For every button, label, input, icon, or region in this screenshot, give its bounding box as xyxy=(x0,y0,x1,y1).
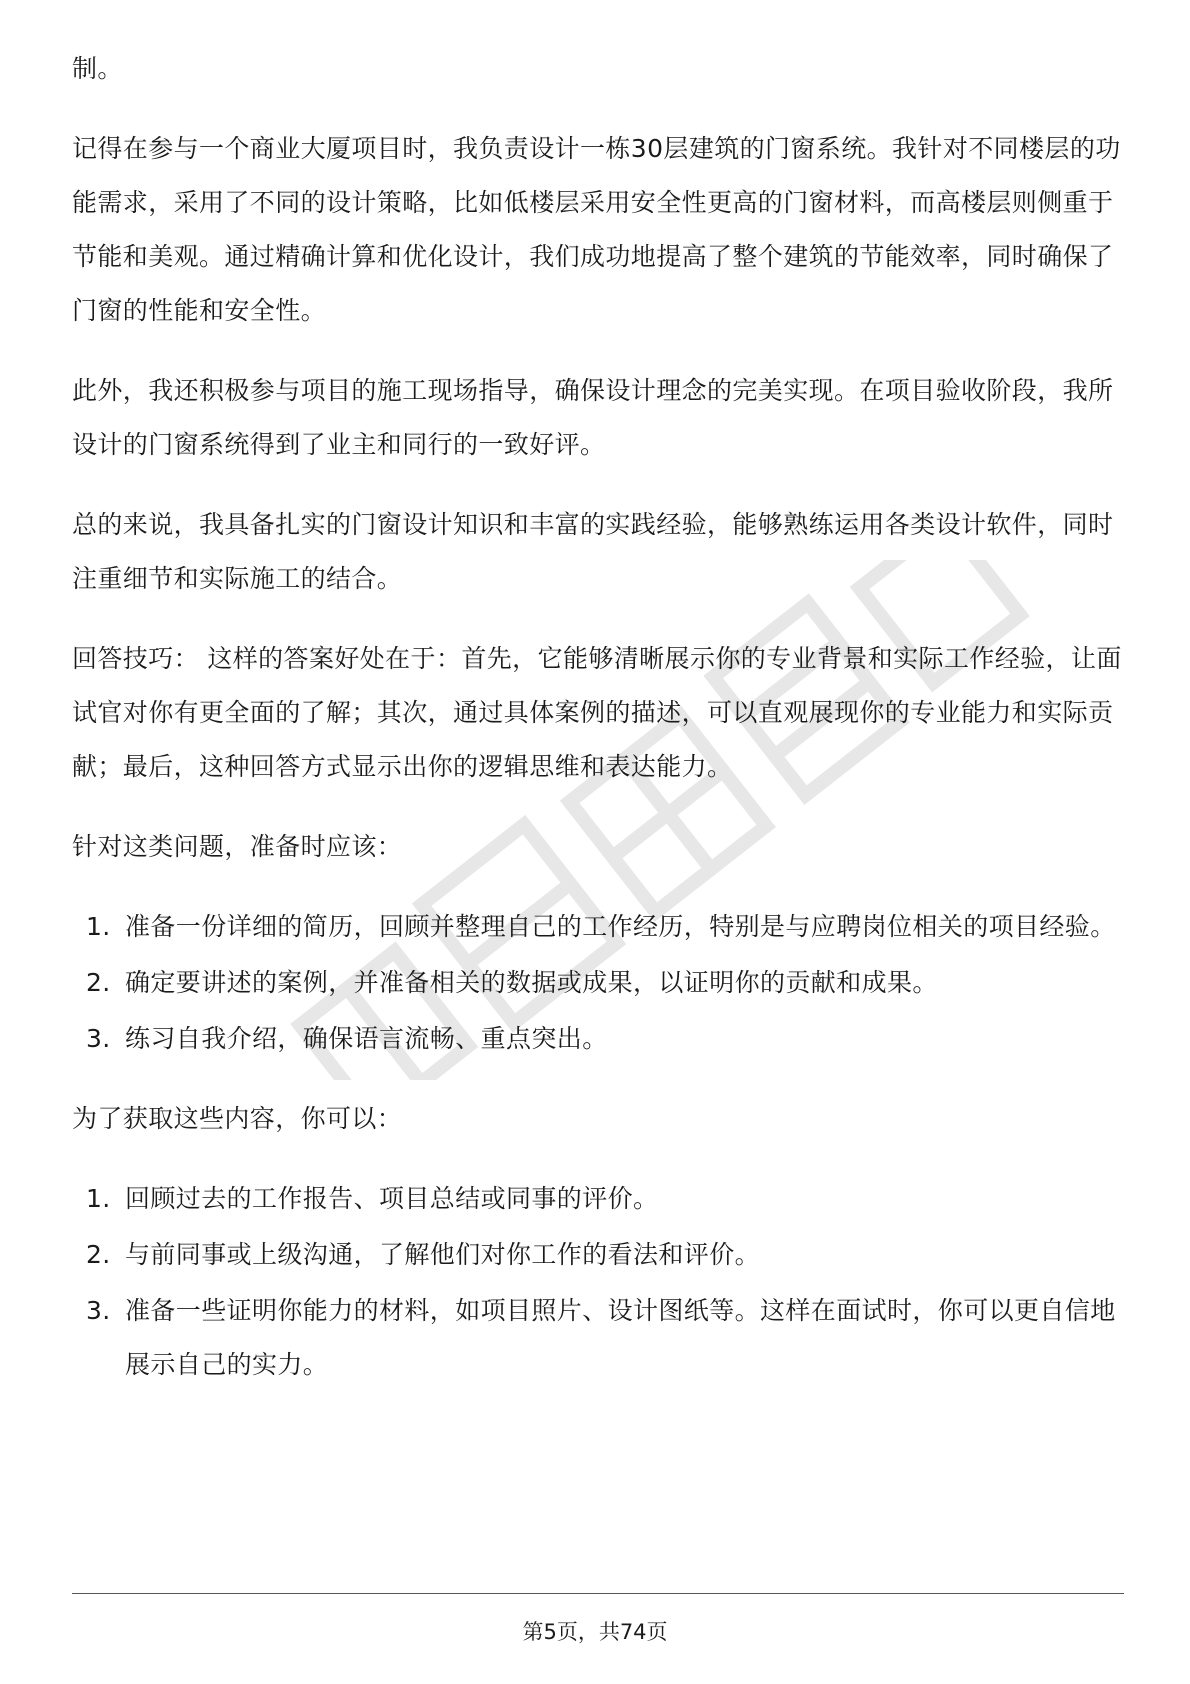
list-item xyxy=(72,1172,1122,1226)
list-item-text: 确定要讲述的案例，并准备相关的数据或成果，以证明你的贡献和成果。 xyxy=(125,968,938,997)
list-number: 1. xyxy=(86,1184,111,1213)
list-number: 2. xyxy=(86,1240,111,1269)
list-item-text: 回顾过去的工作报告、项目总结或同事的评价。 xyxy=(125,1184,659,1213)
list-item xyxy=(72,956,1122,1010)
list-number: 1. xyxy=(86,912,111,941)
list-item-text: 准备一些证明你能力的材料，如项目照片、设计图纸等。这样在面试时，你可以更自信地展示自己的实力。 xyxy=(125,1296,1116,1379)
list-item xyxy=(72,1228,1122,1282)
list-item-text: 准备一份详细的简历，回顾并整理自己的工作经历，特别是与应聘岗位相关的项目经验。 xyxy=(125,912,1116,941)
list-item xyxy=(72,900,1122,954)
list-item xyxy=(72,1284,1122,1392)
paragraph: 为了获取这些内容，你可以： xyxy=(72,1104,403,1133)
list-item xyxy=(72,1012,1122,1066)
list-item-text: 练习自我介绍，确保语言流畅、重点突出。 xyxy=(125,1024,608,1053)
paragraph: 制。 xyxy=(72,54,123,83)
preparation-list xyxy=(72,900,1122,1066)
paragraph: 针对这类问题，准备时应该： xyxy=(72,832,403,861)
tips-paragraph: 回答技巧： 这样的答案好处在于：首先，它能够清晰展示你的专业背景和实际工作经验，让面试官对你有更全面的了解；其次，通过具体案例的描述，可以直观展现你的专业能力和实际贡献；最后，这种回答方式显示出你的逻辑思维和表达能力。 xyxy=(72,644,1122,781)
page-number: 第5页，共74页 xyxy=(522,1620,668,1644)
paragraph: 此外，我还积极参与项目的施工现场指导，确保设计理念的完美实现。在项目验收阶段，我所设计的门窗系统得到了业主和同行的一致好评。 xyxy=(72,376,1114,459)
list-number: 3. xyxy=(86,1296,111,1325)
list-number: 2. xyxy=(86,968,111,997)
sources-list xyxy=(72,1172,1122,1392)
paragraph: 记得在参与一个商业大厦项目时，我负责设计一栋30层建筑的门窗系统。我针对不同楼层的功能需求，采用了不同的设计策略，比如低楼层采用安全性更高的门窗材料，而高楼层则侧重于节能和美观。通过精确计算和优化设计，我们成功地提高了整个建筑的节能效率，同时确保了门窗的性能和安全性。 xyxy=(72,134,1121,325)
list-item-text: 与前同事或上级沟通，了解他们对你工作的看法和评价。 xyxy=(125,1240,761,1269)
document-body xyxy=(72,42,1122,1418)
list-number: 3. xyxy=(86,1024,111,1053)
footer-divider xyxy=(72,1593,1124,1594)
paragraph: 总的来说，我具备扎实的门窗设计知识和丰富的实践经验，能够熟练运用各类设计软件，同时注重细节和实际施工的结合。 xyxy=(72,510,1114,593)
